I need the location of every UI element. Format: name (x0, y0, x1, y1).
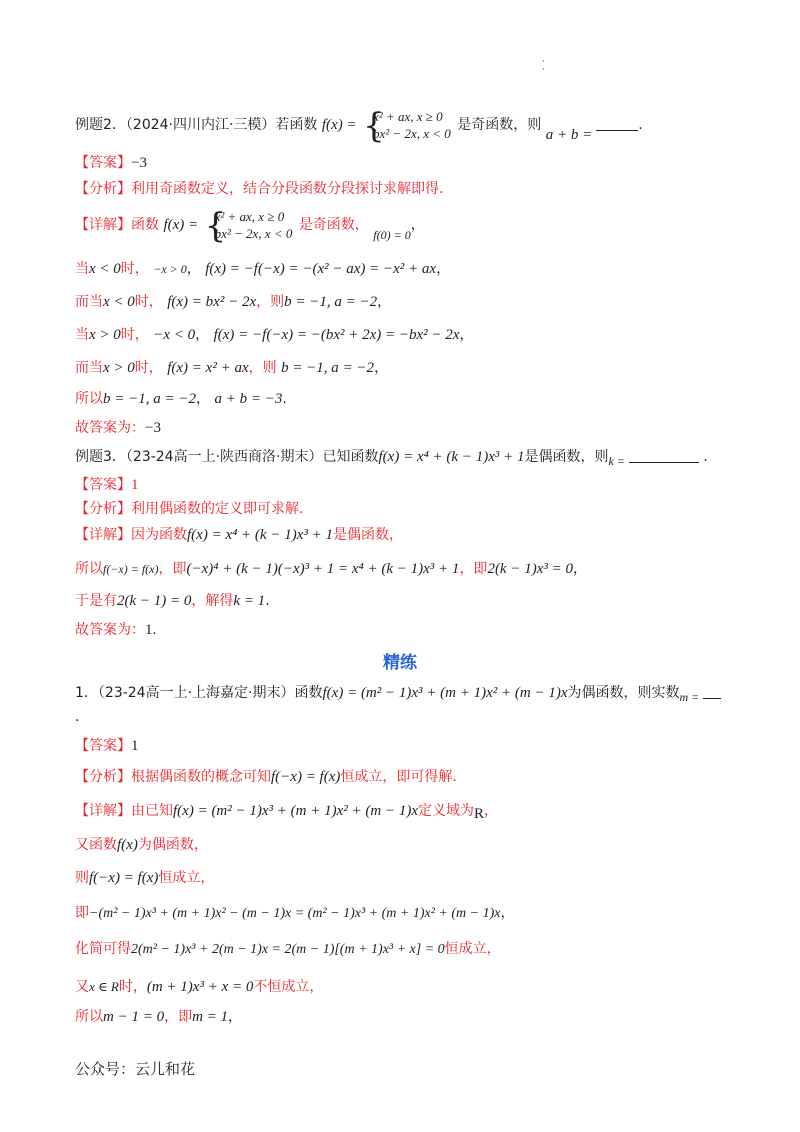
ex2-tail: 是奇函数，则 (457, 117, 542, 133)
p1-step5 (75, 976, 740, 998)
text: 【详解】 (75, 803, 131, 819)
brace-icon: { (204, 206, 227, 246)
math: b = −1, a = −2 (281, 360, 375, 376)
text: . (282, 391, 287, 407)
p1-question-dot (75, 706, 740, 728)
math: k = (608, 454, 625, 468)
text: 故答案为： (75, 420, 145, 436)
text: 是偶函数，则 (524, 449, 609, 465)
text: 为偶函数， (137, 837, 208, 853)
ex3-step2 (75, 590, 740, 612)
text: 因为函数 (131, 527, 187, 543)
text: ， (196, 391, 210, 407)
text: 而当 (75, 360, 103, 376)
text: 时， (118, 979, 147, 995)
math: 1 (131, 738, 139, 754)
ex3-answer-line (75, 474, 740, 496)
ex2-detail-case1: x² + ax, x ≥ 0 (214, 209, 285, 224)
text: ，即 (158, 561, 187, 577)
ex2-detail-fx: f(x) = (163, 217, 199, 233)
text: 化简可得 (75, 941, 131, 957)
text: 时， (134, 294, 163, 310)
ex2-f0: f(0) = 0 (373, 228, 411, 242)
math: f(x) = (m² − 1)x³ + (m + 1)x² + (m − 1)x (173, 803, 418, 819)
ex2-ab: a + b = (545, 127, 593, 143)
text: ， (374, 360, 389, 376)
math: f(x) = x⁴ + (k − 1)x³ + 1 (187, 527, 333, 543)
math: x > 0 (89, 327, 121, 343)
ex3-step1 (75, 558, 740, 580)
text: 不恒成立， (253, 979, 324, 995)
text: 【详解】 (75, 527, 131, 543)
text: 故答案为： (75, 622, 145, 638)
math: 1 (131, 477, 139, 493)
p1-question (75, 682, 740, 704)
text: 为偶函数，则实数 (567, 685, 680, 701)
text: ， (484, 803, 498, 819)
ex2-title: 例题2．（2024·四川内江·三模）若函数 (75, 117, 318, 133)
brace-icon: { (363, 106, 385, 146)
text: 【分析】 (75, 501, 131, 517)
ex2-detail-piecewise (204, 206, 293, 246)
math: x ∈ R (89, 979, 119, 994)
math: −(m² − 1)x³ + (m + 1)x² − (m − 1)x = (m² − 1)x³ + (m + 1)x² + (m − 1)x (89, 906, 501, 921)
text: 又函数 (75, 837, 117, 853)
text: . (703, 449, 708, 465)
math: f(−x) = f(x) (271, 769, 341, 785)
ex2-analysis: 利用奇函数定义，结合分段函数分段探讨求解即得. (131, 181, 444, 197)
text: . (75, 709, 80, 725)
corner-dots: · · (542, 57, 545, 75)
math: x < 0 (89, 261, 121, 277)
ex2-detail-pre: 函数 (131, 217, 159, 233)
ex2-step5 (75, 388, 740, 410)
ex2-step1 (75, 258, 740, 280)
ex2-analysis-line (75, 178, 740, 200)
text: ， (500, 905, 515, 921)
p1-step1 (75, 834, 740, 856)
p1-title: 1．（23-24高一上·上海嘉定·期末）函数 (75, 685, 323, 701)
ex2-analysis-tag: 【分析】 (75, 181, 131, 197)
p1-step6 (75, 1006, 740, 1028)
math: f(x) (117, 837, 138, 853)
section-title: 精练 (383, 653, 417, 673)
footer-text: 公众号：云儿和花 (75, 1060, 196, 1078)
math: f(x) = −f(−x) = −(bx² + 2x) = −bx² − 2x (213, 327, 460, 343)
text: 所以 (75, 561, 103, 577)
p1-answer-line (75, 735, 740, 757)
text: 由已知 (131, 803, 173, 819)
text: . (265, 593, 270, 609)
p1-step4 (75, 938, 740, 961)
text: 则 (75, 870, 89, 886)
ex2-answer: −3 (131, 155, 147, 171)
text: 【答案】 (75, 738, 131, 754)
text: ， (459, 327, 474, 343)
ex2-fx: f(x) = (321, 117, 357, 133)
ex2-piecewise (363, 106, 451, 146)
ex3-fx: f(x) = x⁴ + (k − 1)x³ + 1 (378, 449, 525, 465)
math: k = 1 (233, 593, 266, 609)
math: m = 1 (192, 1009, 229, 1025)
ex2-final (75, 417, 740, 439)
ex2-step3 (75, 324, 740, 346)
p1-answer-blank (703, 684, 721, 699)
text: 根据偶函数的概念可知 (131, 769, 271, 785)
math: f(−x) = f(x) (103, 562, 159, 576)
ex2-step2 (75, 291, 740, 313)
text: 恒成立， (444, 941, 501, 957)
math: 1. (145, 622, 157, 638)
ex2-case2: bx² − 2x, x < 0 (373, 126, 451, 141)
text: 又 (75, 979, 89, 995)
math: a + b = −3 (214, 391, 283, 407)
text: ，则 (256, 294, 285, 310)
text: 定义域为 (417, 803, 474, 819)
ex3-analysis-line (75, 498, 740, 520)
text: ， (228, 1009, 243, 1025)
text: ， (195, 327, 210, 343)
text: ，即 (459, 561, 488, 577)
text: ， (186, 261, 201, 277)
text: 时， (134, 360, 163, 376)
ex2-end: . (638, 117, 643, 133)
text: 恒成立，即可得解. (340, 769, 457, 785)
math: f(x) = x² + ax (167, 360, 249, 376)
text: 利用偶函数的定义即可求解. (131, 501, 304, 517)
text: 而当 (75, 294, 103, 310)
p1-detail-line (75, 800, 740, 822)
text: 是偶函数， (332, 527, 403, 543)
ex2-case1: x² + ax, x ≥ 0 (373, 109, 443, 124)
math: −x < 0 (153, 327, 196, 343)
math: f(x) = bx² − 2x (167, 294, 257, 310)
ex3-final (75, 619, 740, 641)
text: 【答案】 (75, 477, 131, 493)
math: −3 (145, 420, 161, 436)
p1-step2 (75, 867, 740, 889)
text: 恒成立， (158, 870, 215, 886)
math: m = (679, 690, 700, 704)
math: 2(k − 1)x³ = 0 (487, 561, 573, 577)
ex2-answer-blank (596, 116, 638, 131)
text: 当 (75, 327, 89, 343)
text: 于是有 (75, 593, 117, 609)
math: x > 0 (103, 360, 135, 376)
text: ，解得 (191, 593, 234, 609)
text: 即 (75, 905, 89, 921)
text: 时， (120, 261, 149, 277)
math: b = −1, a = −2 (284, 294, 378, 310)
ex2-comma: ， (410, 217, 425, 233)
ex3-question (75, 446, 740, 468)
math: 2(k − 1) = 0 (117, 593, 192, 609)
text: ， (572, 561, 587, 577)
ex2-detail-case2: bx² − 2x, x < 0 (214, 226, 293, 241)
math: x < 0 (103, 294, 135, 310)
p1-analysis-line (75, 766, 740, 788)
ex2-answer-line (75, 152, 740, 174)
ex2-detail-tag: 【详解】 (75, 217, 131, 233)
ex2-answer-tag: 【答案】 (75, 155, 131, 171)
math: f(x) = −f(−x) = −(x² − ax) = −x² + ax (205, 261, 437, 277)
math: −x > 0 (153, 262, 187, 276)
math: R (473, 806, 484, 822)
text: ，则 (248, 360, 277, 376)
ex3-answer-blank (629, 448, 699, 463)
ex2-detail-mid: 是奇函数， (298, 217, 369, 233)
text: ， (436, 261, 451, 277)
text: 所以 (75, 1009, 103, 1025)
p1-step3 (75, 902, 740, 925)
p1-fx: f(x) = (m² − 1)x³ + (m + 1)x² + (m − 1)x (322, 685, 568, 701)
text: ， (377, 294, 392, 310)
math: m − 1 = 0 (103, 1009, 165, 1025)
text: ，即 (164, 1009, 193, 1025)
text: 所以 (75, 391, 103, 407)
math: 2(m² − 1)x³ + 2(m − 1)x = 2(m − 1)[(m + 1)x³ + x] = 0 (131, 942, 445, 957)
math: (−x)⁴ + (k − 1)(−x)³ + 1 = x⁴ + (k − 1)x³ + 1 (186, 561, 460, 577)
ex3-title: 例题3．（23-24高一上·陕西商洛·期末）已知函数 (75, 449, 379, 465)
text: 时， (120, 327, 149, 343)
math: b = −1, a = −2 (103, 391, 196, 407)
ex2-question (75, 106, 740, 146)
math: (m + 1)x³ + x = 0 (146, 979, 254, 995)
text: 当 (75, 261, 89, 277)
text: 【分析】 (75, 769, 131, 785)
ex3-detail-line (75, 524, 740, 546)
ex2-detail-line (75, 206, 740, 246)
ex2-step4 (75, 357, 740, 379)
math: f(−x) = f(x) (89, 870, 159, 886)
